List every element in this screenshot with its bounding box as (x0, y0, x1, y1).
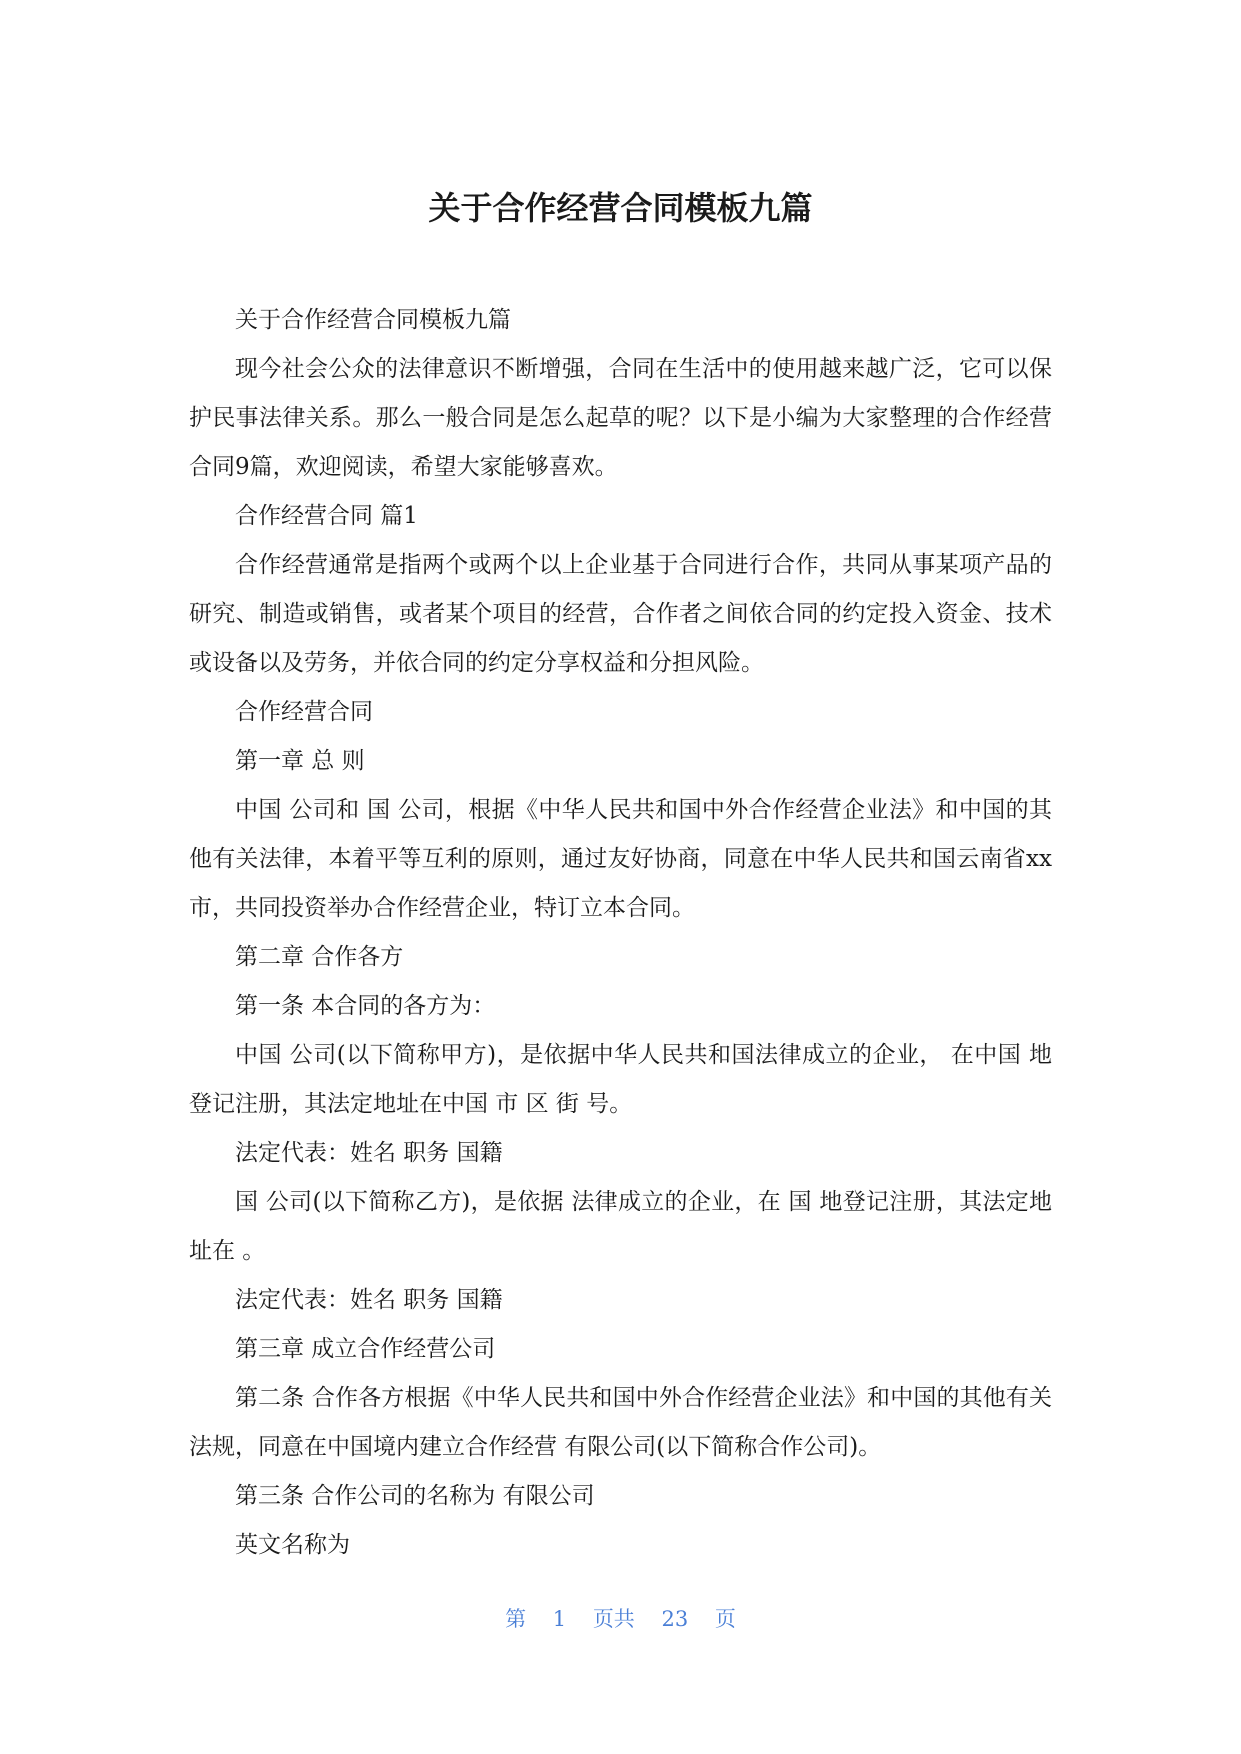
paragraph-chapter-1: 第一章 总 则 (235, 748, 365, 774)
paragraph-chapter-2: 第二章 合作各方 (235, 944, 404, 970)
footer-current-page: 1 (552, 1607, 567, 1631)
document-body (189, 296, 1052, 1570)
footer-prefix: 第 (505, 1607, 527, 1631)
paragraph-chapter-3: 第三章 成立合作经营公司 (235, 1336, 496, 1362)
paragraph-party-b: 国 公司(以下简称乙方)，是依据 法律成立的企业，在 国 地登记注册，其法定地址在 。 (189, 1189, 1052, 1264)
paragraph-part-heading: 合作经营合同 篇1 (235, 503, 418, 529)
document-title: 关于合作经营合同模板九篇 (428, 189, 813, 227)
paragraph-preamble: 中国 公司和 国 公司，根据《中华人民共和国中外合作经营企业法》和中国的其他有关法律，本着平等互利的原则，通过友好协商，同意在中华人民共和国云南省xx市，共同投资举办合作经营企业，特订立本合同。 (189, 797, 1052, 921)
footer-suffix: 页 (714, 1607, 736, 1631)
paragraph-party-b-representative: 法定代表：姓名 职务 国籍 (235, 1287, 503, 1313)
footer-middle: 页共 (592, 1607, 635, 1631)
paragraph-article-2: 第二条 合作各方根据《中华人民共和国中外合作经营企业法》和中国的其他有关法规，同意在中国境内建立合作经营 有限公司(以下简称合作公司)。 (189, 1385, 1052, 1460)
footer-total-pages: 23 (661, 1607, 689, 1631)
paragraph-article-3: 第三条 合作公司的名称为 有限公司 (235, 1483, 595, 1509)
paragraph-article-1: 第一条 本合同的各方为： (235, 993, 496, 1019)
paragraph-definition: 合作经营通常是指两个或两个以上企业基于合同进行合作，共同从事某项产品的研究、制造或销售，或者某个项目的经营，合作者之间依合同的约定投入资金、技术或设备以及劳务，并依合同的约定分享权益和分担风险。 (189, 552, 1052, 676)
page-number-footer (0, 1604, 1241, 1634)
paragraph-party-a: 中国 公司(以下简称甲方)，是依据中华人民共和国法律成立的企业， 在中国 地登记注册，其法定地址在中国 市 区 街 号。 (189, 1042, 1052, 1117)
paragraph-doc-heading: 关于合作经营合同模板九篇 (235, 307, 511, 333)
paragraph-contract-title: 合作经营合同 (235, 699, 373, 725)
paragraph-intro: 现今社会公众的法律意识不断增强，合同在生活中的使用越来越广泛，它可以保护民事法律关系。那么一般合同是怎么起草的呢？以下是小编为大家整理的合作经营合同9篇，欢迎阅读，希望大家能够喜欢。 (189, 356, 1052, 480)
paragraph-party-a-representative: 法定代表：姓名 职务 国籍 (235, 1140, 503, 1166)
paragraph-english-name: 英文名称为 (235, 1532, 350, 1558)
